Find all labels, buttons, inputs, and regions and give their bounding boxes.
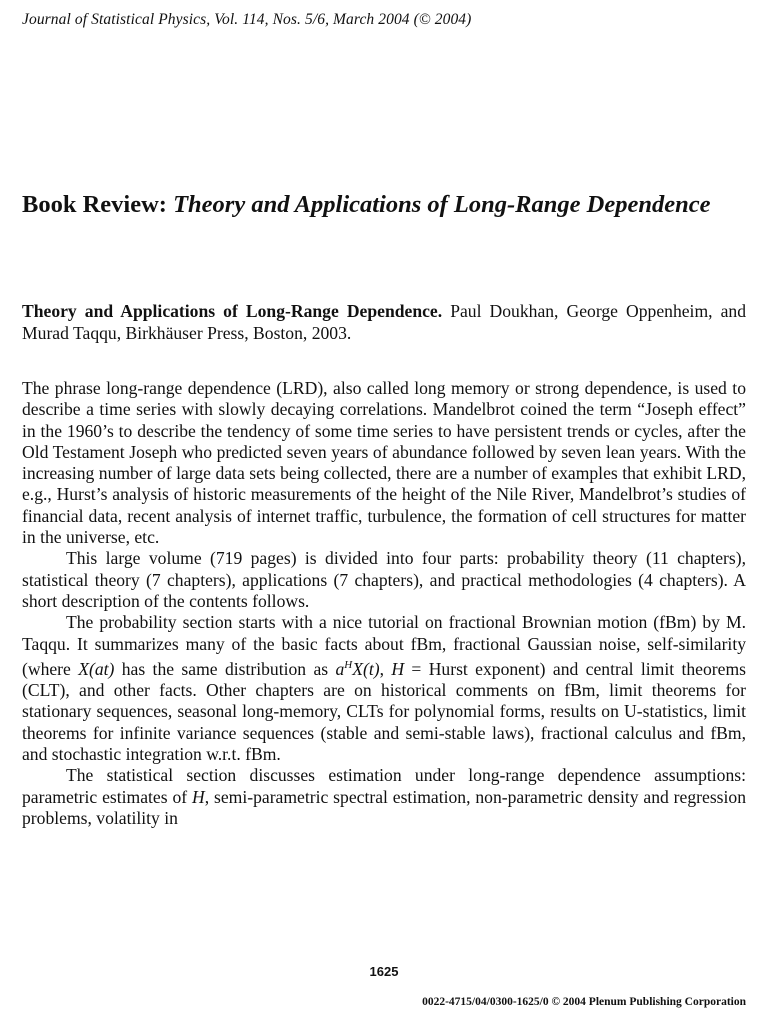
p3-math-h: H (391, 658, 405, 679)
p3-math-xt: X(t) (352, 658, 380, 679)
p4-text-b: , semi-parametric spectral estimation, non-parametric density and regression problems, volatility in (22, 786, 746, 828)
paragraph-3 (22, 612, 746, 765)
paragraph-1: The phrase long-range dependence (LRD), also called long memory or strong dependence, is used to describe a time series with slowly decaying correlations. Mandelbrot coined the term “Joseph effect” in the 1960’s to describe the tendency of some time series to have persistent trends or cycles, after the Old Testament Joseph who predicted seven years of abundance followed by seven lean years. With the increasing number of large data sets being collected, there are a number of examples that exhibit LRD, e.g., Hurst’s analysis of historic measurements of the height of the Nile River, Mandelbrot’s studies of financial data, recent analysis of internet traffic, turbulence, the formation of cell structures for matter in the universe, etc. (22, 378, 746, 548)
p3-math-h-sup: H (344, 658, 353, 671)
copyright-footer: 0022-4715/04/0300-1625/0 © 2004 Plenum Publishing Corporation (422, 996, 746, 1008)
p3-text-d: = Hurst exponent) and central limit theorems (CLT), and other facts. Other chapters are on historical comments on fBm, limit theorems for stationary sequences, seasonal long-memory, CLTs for polynomial forms, results on U-statistics, limit theorems for infinite variance sequences (stable and semi-stable laws), fractional calculus and fBm, and stochastic integration w.r.t. fBm. (22, 658, 746, 764)
review-body (22, 378, 746, 829)
paragraph-4 (22, 765, 746, 829)
review-title (22, 189, 746, 220)
journal-header: Journal of Statistical Physics, Vol. 114, Nos. 5/6, March 2004 (© 2004) (22, 11, 472, 28)
p4-text-a: The statistical section discusses estimation under long-range dependence assumptions: parametric estimates of (22, 765, 746, 807)
p3-math-a: a (335, 658, 345, 679)
citation-book-title: Theory and Applications of Long-Range Dependence. (22, 301, 443, 321)
title-book-name: Theory and Applications of Long-Range Dependence (173, 191, 711, 218)
p3-text-b: has the same distribution as (114, 658, 336, 679)
p3-text-c: , (379, 658, 392, 679)
page-number: 1625 (369, 964, 399, 979)
p3-text-a: The probability section starts with a nice tutorial on fractional Brownian motion (fBm) by M. Taqqu. It summarizes many of the basic facts about fBm, fractional Gaussian noise, self-similarity (where (22, 612, 746, 679)
citation-details: Paul Doukhan, George Oppenheim, and Murad Taqqu, Birkhäuser Press, Boston, 2003. (22, 301, 746, 343)
paragraph-2: This large volume (719 pages) is divided into four parts: probability theory (11 chapters), statistical theory (7 chapters), applications (7 chapters), and practical methodologies (4 chapters). A short description of the contents follows. (22, 548, 746, 611)
p3-math-xat: X(at) (78, 658, 115, 679)
book-citation (22, 300, 746, 344)
title-prefix: Book Review: (22, 191, 174, 218)
p4-math-h: H (192, 786, 205, 807)
